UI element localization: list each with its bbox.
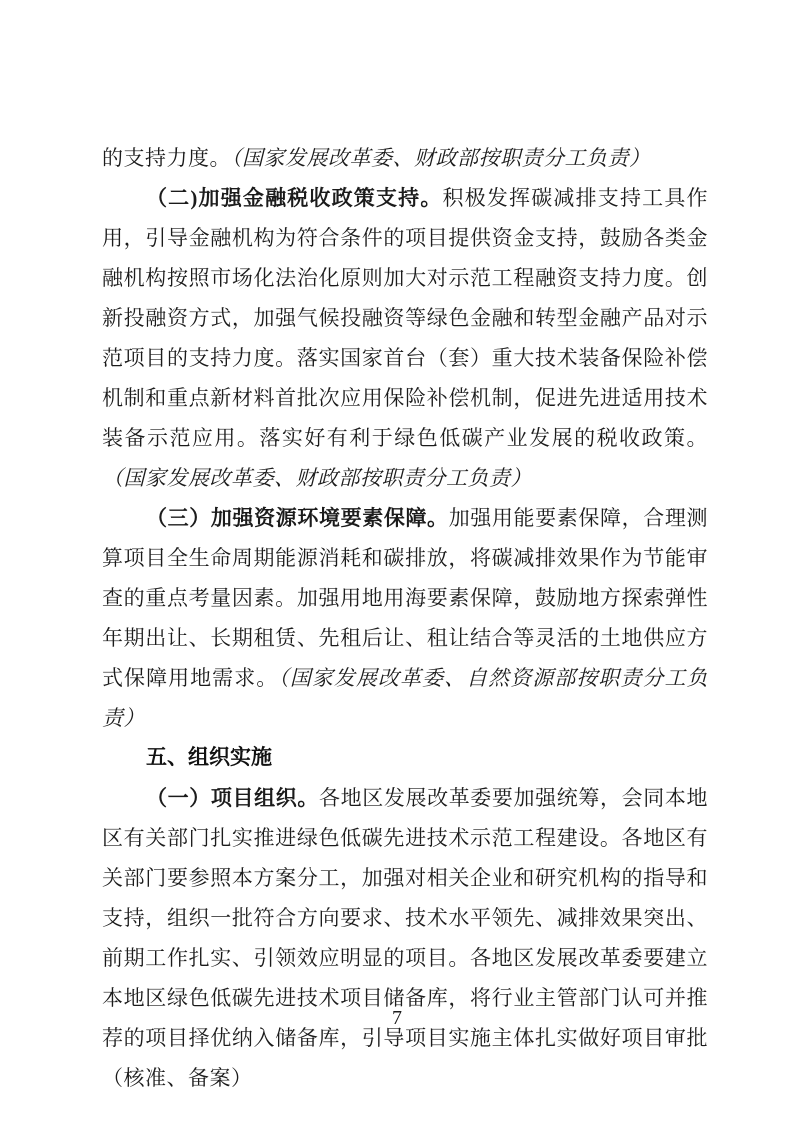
paragraph-text: 积极发挥碳减排支持工具作用，引导金融机构为符合条件的项目提供资金支持，鼓励各类金融机构按照市场化法治化原则加大对示范工程融资支持力度。创新投融资方式，加强气候投融资等绿色金融和转型金融产品对示范项目的支持力度。落实国家首台（套）重大技术装备保险补偿机制和重点新材料首批次应用保险补偿机制，促进先进适用技术装备示范应用。落实好有利于绿色低碳产业发展的税收政策。: [102, 186, 708, 450]
paragraph-lead: （一）项目组织。: [146, 786, 319, 810]
document-body: [102, 138, 708, 1098]
paragraph-text: 各地区发展改革委要加强统筹，会同本地区有关部门扎实推进绿色低碳先进技术示范工程建设。各地区有关部门要参照本方案分工，加强对相关企业和研究机构的指导和支持，组织一批符合方向要求、技术水平领先、减排效果突出、前期工作扎实、引领效应明显的项目。各地区发展改革委要建立本地区绿色低碳先进技术项目储备库，将行业主管部门认可并推荐的项目择优纳入储备库，引导项目实施主体扎实做好项目审批（核准、备案）: [102, 786, 709, 1090]
paragraph-text: 加强用能要素保障，合理测算项目全生命周期能源消耗和碳排放，将碳减排效果作为节能审查的重点考量因素。加强用地用海要素保障，鼓励地方探索弹性年期出让、长期租赁、先租后让、租让结合等灵活的土地供应方式保障用地需求。: [102, 506, 709, 690]
section-heading-organization: 五、组织实施: [146, 746, 272, 769]
page-number: 7: [392, 1007, 402, 1029]
paragraph-resource-environment: [102, 498, 708, 738]
paragraph-lead: （二)加强金融税收政策支持。: [146, 186, 443, 210]
paragraph-lead: （三）加强资源环境要素保障。: [146, 506, 449, 530]
paragraph-continuation: [102, 138, 708, 178]
paragraph-project-organization: [102, 778, 708, 1098]
responsibility-attribution: （国家发展改革委、自然资源部按职责分工负责）: [102, 666, 708, 730]
responsibility-attribution: （国家发展改革委、财政部按职责分工负责）: [231, 146, 651, 170]
paragraph-finance-tax-policy: [102, 178, 708, 498]
responsibility-attribution: （国家发展改革委、财政部按职责分工负责）: [102, 466, 532, 490]
paragraph-text: 的支持力度。: [102, 146, 231, 170]
